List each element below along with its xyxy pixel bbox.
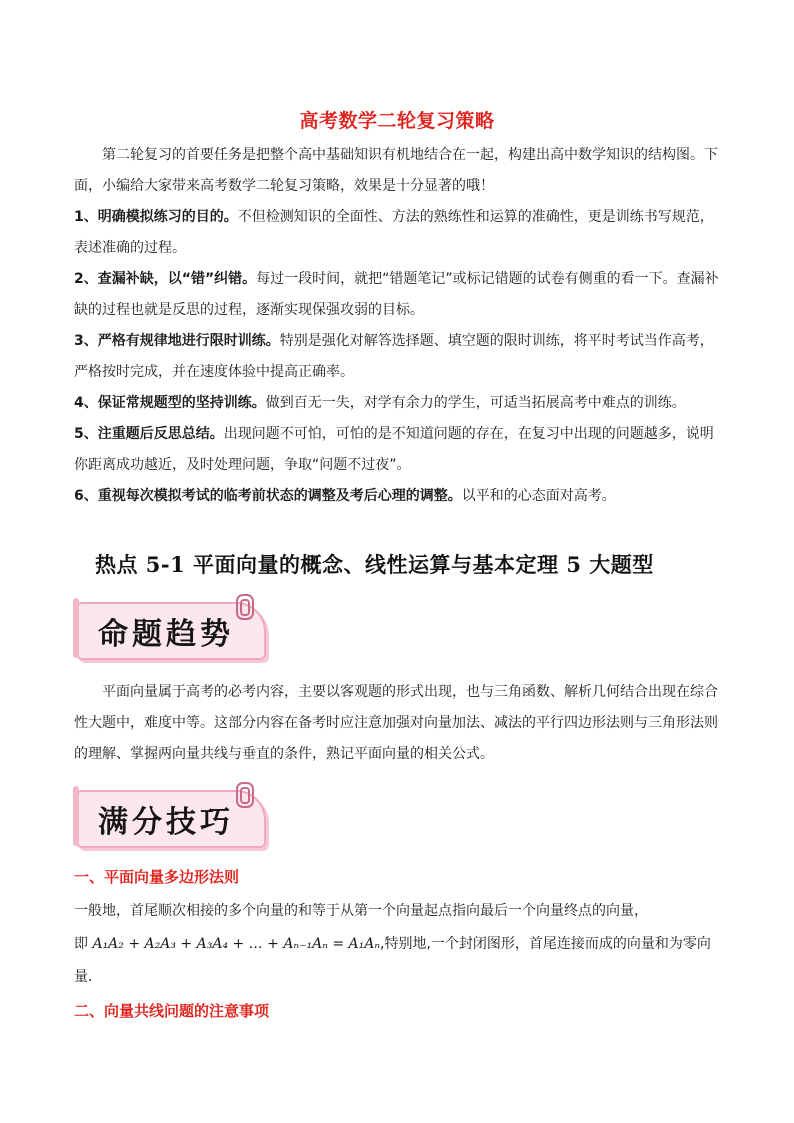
tip-1 — [74, 202, 724, 264]
paperclip-inner-icon — [240, 787, 250, 804]
banner-edge — [73, 598, 79, 658]
tip-1-body: 不但检测知识的全面性、方法的熟练性和运算的准确性，更是训练书写规范，表述准确的过程。 — [74, 209, 714, 256]
skills-banner — [76, 782, 276, 848]
paperclip-inner-icon — [240, 599, 250, 616]
tip-3-head: 3、严格有规律地进行限时训练。 — [74, 333, 280, 349]
tip-6-body: 以平和的心态面对高考。 — [461, 488, 616, 504]
trend-banner-label: 命题趋势 — [98, 617, 234, 652]
tip-4-head: 4、保证常规题型的坚持训练。 — [74, 395, 266, 411]
tip-3-body: 特别是强化对解答选择题、填空题的限时训练，将平时考试当作高考，严格按时完成，并在速度体验中提高正确率。 — [74, 333, 714, 380]
section-heading-1: 一、平面向量多边形法则 — [74, 868, 240, 886]
tip-6 — [74, 481, 724, 512]
section-heading-2: 二、向量共线问题的注意事项 — [74, 1002, 270, 1020]
tip-6-head: 6、重视每次模拟考试的临考前状态的调整及考后心理的调整。 — [74, 488, 462, 504]
tip-4-body: 做到百无一失，对学有余力的学生，可适当拓展高考中难点的训练。 — [265, 395, 686, 411]
banner-edge — [73, 786, 79, 846]
document-title: 高考数学二轮复习策略 — [299, 110, 495, 132]
rule-line-2 — [74, 929, 724, 960]
rule-prefix: 即 — [74, 936, 88, 952]
tip-2-body: 每过一段时间，就把“错题笔记”或标记错题的试卷有侧重的看一下。查漏补缺的过程也就是反思的过程，逐渐实现保强攻弱的目标。 — [74, 271, 719, 318]
tip-5 — [74, 419, 724, 481]
skills-banner-label: 满分技巧 — [98, 805, 234, 840]
tip-4 — [74, 388, 724, 419]
rule-line-3: 量． — [74, 969, 102, 985]
trend-paragraph: 平面向量属于高考的必考内容，主要以客观题的形式出现，也与三角函数、解析几何结合出现在综合性大题中，难度中等。这部分内容在备考时应注意加强对向量加法、减法的平行四边形法则与三角形法则的理解、掌握两向量共线与垂直的条件，熟记平面向量的相关公式。 — [74, 684, 718, 762]
tip-2-head: 2、查漏补缺，以“错”纠错。 — [74, 271, 257, 287]
rule-suffix: ,特别地,一个封闭图形，首尾连接而成的向量和为零向 — [380, 936, 711, 952]
trend-banner — [76, 594, 276, 660]
tip-1-head: 1、明确模拟练习的目的。 — [74, 209, 238, 225]
tip-5-head: 5、注重题后反思总结。 — [74, 426, 224, 442]
tip-3 — [74, 326, 724, 388]
intro-paragraph: 第二轮复习的首要任务是把整个高中基础知识有机地结合在一起，构建出高中数学知识的结构图。下面，小编给大家带来高考数学二轮复习策略，效果是十分显著的哦！ — [74, 147, 718, 194]
rule-line-1: 一般地，首尾顺次相接的多个向量的和等于从第一个向量起点指向最后一个向量终点的向量， — [74, 903, 648, 919]
hot-topic-heading: 热点 5-1 平面向量的概念、线性运算与基本定理 5 大题型 — [95, 552, 654, 577]
tip-2 — [74, 264, 724, 326]
vector-sum-formula: A₁A₂ + A₂A₃ + A₃A₄ + … + Aₙ₋₁Aₙ = A₁Aₙ — [92, 936, 381, 952]
tip-5-body: 出现问题不可怕，可怕的是不知道问题的存在，在复习中出现的问题越多，说明你距离成功越近，及时处理问题，争取“问题不过夜”。 — [74, 426, 714, 473]
